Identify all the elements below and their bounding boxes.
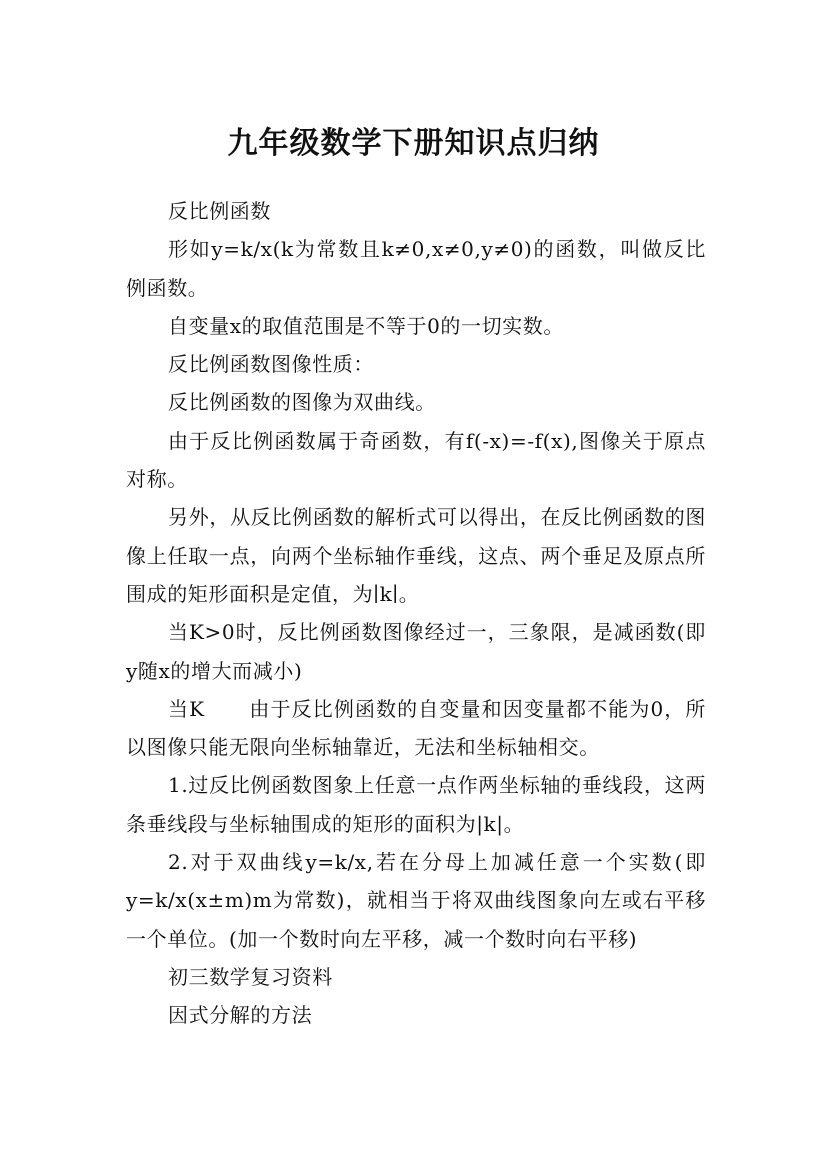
paragraph-factorization-heading: 因式分解的方法: [168, 1003, 313, 1028]
paragraph-review-heading: 初三数学复习资料: [168, 964, 333, 989]
document-title: 九年级数学下册知识点归纳: [227, 126, 600, 162]
document-body: [126, 192, 706, 1035]
paragraph-point-2: 2.对于双曲线y=k/x,若在分母上加减任意一个实数(即y=k/x(x±m)m为常数)，就相当于将双曲线图象向左或右平移一个单位。(加一个数时向左平移，减一个数时向右平移): [126, 850, 706, 951]
paragraph-odd-function: 由于反比例函数属于奇函数，有f(-x)=-f(x),图像关于原点对称。: [126, 428, 706, 492]
paragraph-domain: 自变量x的取值范围是不等于0的一切实数。: [168, 313, 565, 338]
paragraph-k-axes: 当K 由于反比例函数的自变量和因变量都不能为0，所以图像只能无限向坐标轴靠近，无法和坐标轴相交。: [126, 696, 706, 760]
paragraph-properties-heading: 反比例函数图像性质：: [168, 352, 374, 377]
paragraph-definition: 形如y=k/x(k为常数且k≠0,x≠0,y≠0)的函数，叫做反比例函数。: [126, 237, 706, 300]
paragraph-rectangle-area: 另外，从反比例函数的解析式可以得出，在反比例函数的图像上任取一点，向两个坐标轴作垂线，这点、两个垂足及原点所围成的矩形面积是定值，为∣k∣。: [126, 505, 706, 606]
paragraph-section-heading: 反比例函数: [168, 199, 271, 223]
paragraph-k-positive: 当K>0时，反比例函数图像经过一，三象限，是减函数(即y随x的增大而减小): [126, 620, 706, 683]
paragraph-point-1: 1.过反比例函数图象上任意一点作两坐标轴的垂线段，这两条垂线段与坐标轴围成的矩形的面积为|k|。: [126, 773, 706, 836]
paragraph-hyperbola: 反比例函数的图像为双曲线。: [168, 390, 436, 415]
